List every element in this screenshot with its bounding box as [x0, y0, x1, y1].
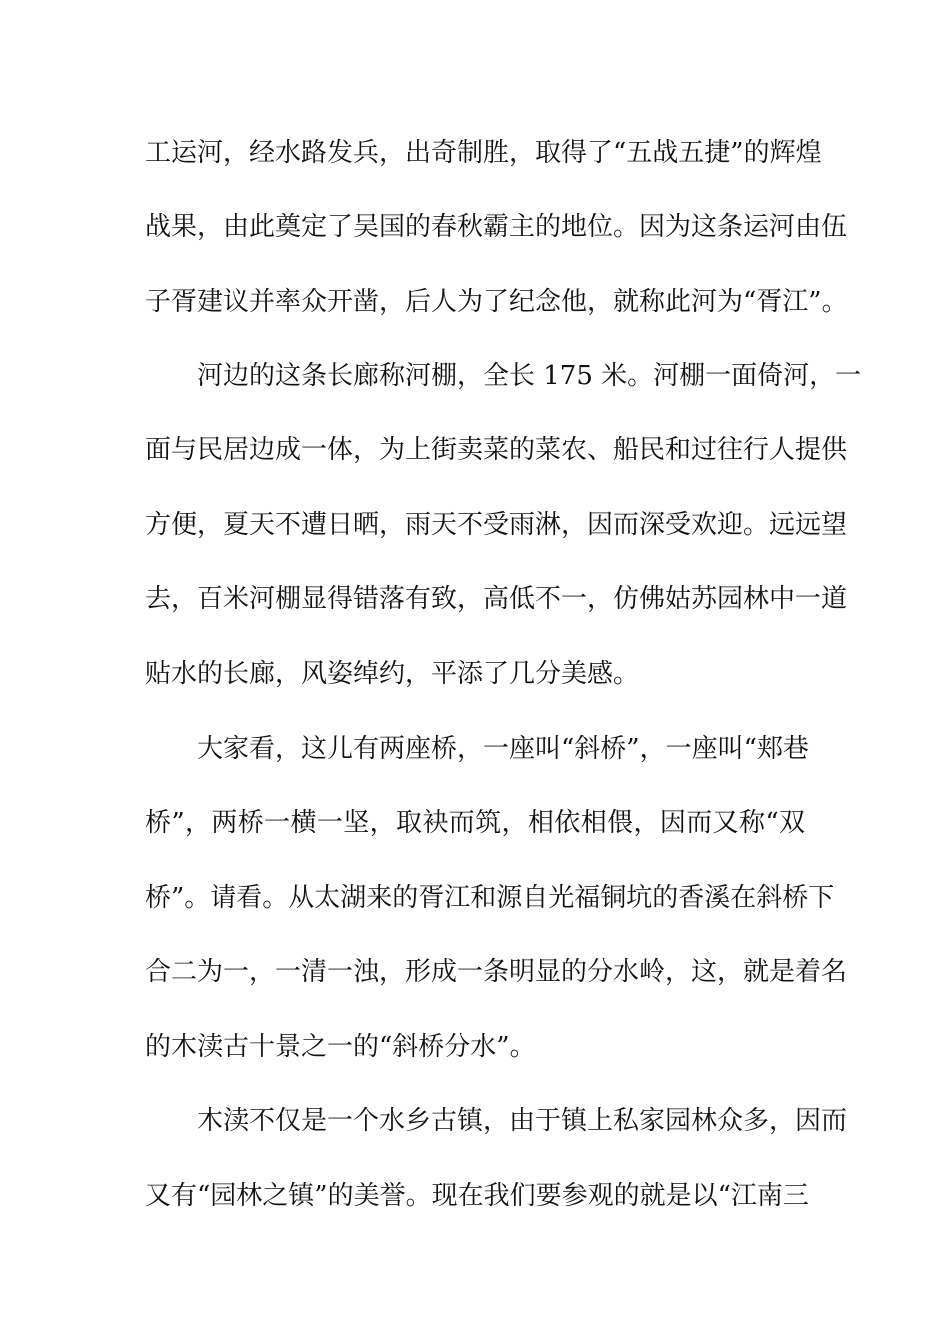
paragraph-first-line: 河边的这条长廊称河棚，全长 175 米。河棚一面倚河，一	[197, 361, 862, 391]
text-line: 桥”，两桥一横一坚，取袂而筑，相依相偎，因而又称“双	[145, 808, 805, 838]
text-line: 战果，由此奠定了吴国的春秋霸主的地位。因为这条运河由伍	[145, 212, 848, 242]
text-line: 贴水的长廊，风姿绰约，平添了几分美感。	[145, 659, 640, 689]
text-line: 桥”。请看。从太湖来的胥江和源自光福铜坑的香溪在斜桥下	[145, 883, 835, 913]
paragraph-first-line: 大家看，这儿有两座桥，一座叫“斜桥”，一座叫“郏巷	[197, 734, 809, 764]
text-line: 工运河，经水路发兵，出奇制胜，取得了“五战五捷”的辉煌	[145, 138, 822, 168]
text-line: 方便，夏天不遭日晒，雨天不受雨淋，因而深受欢迎。远远望	[145, 510, 848, 540]
text-line: 子胥建议并率众开凿，后人为了纪念他，就称此河为“胥江”。	[145, 287, 848, 317]
text-line: 又有“园林之镇”的美誉。现在我们要参观的就是以“江南三	[145, 1181, 809, 1211]
text-line: 的木渎古十景之一的“斜桥分水”。	[145, 1032, 536, 1062]
text-line: 合二为一，一清一浊，形成一条明显的分水岭，这，就是着名	[145, 957, 848, 987]
paragraph-first-line: 木渎不仅是一个水乡古镇，由于镇上私家园林众多，因而	[197, 1106, 848, 1136]
text-line: 面与民居边成一体，为上街卖菜的菜农、船民和过往行人提供	[145, 435, 848, 465]
text-line: 去，百米河棚显得错落有致，高低不一，仿佛姑苏园林中一道	[145, 584, 848, 614]
